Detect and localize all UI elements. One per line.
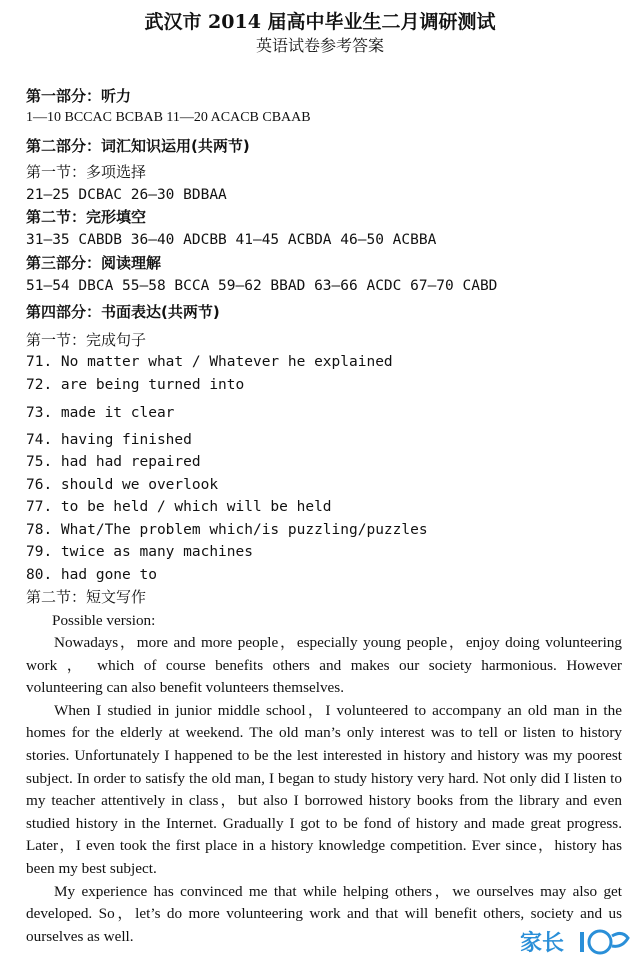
part2-section2-answers: 31—35 CABDB 36—40 ADCBB 41—45 ACBDA 46—50 ACBBA [26, 232, 437, 248]
essay-paragraph: Nowadays，more and more people，especially young people，enjoy doing volunteering work ， which of course benefits others and makes our society harmonious. However volunteering can also benefit volunteers themselves. [26, 634, 622, 697]
essay-paragraph: When I studied in junior middle school，I volunteered to accompany an old man in the homes for the elderly at weekend. The old man’s only interest was to tell or listen to history stories. Unfortunately I happened to be the lest interested in history and history was my poorest subject. In order to satisfy the old man, I began to study history very hard. Not only did I listen to my teacher attentively in class，but also I borrowed history books from the library and even studied history in the Internet. Gradually I got to be fond of history and made great progress. Later，I even took the first place in a history knowledge competition. Ever since，history has been my best subject. [26, 701, 622, 877]
part2-section2-heading: 第二节：完形填空 [26, 208, 147, 226]
essay-body [26, 632, 622, 948]
sentence-answer: 74. having finished [26, 432, 192, 448]
sentence-answer: 76. should we overlook [26, 477, 219, 493]
watermark-logo [516, 922, 636, 962]
part3-answers: 51—54 DBCA 55—58 BCCA 59—62 BBAD 63—66 ACDC 67—70 CABD [26, 278, 498, 294]
part1-answers: 1—10 BCCAC BCBAB 11—20 ACACB CBAAB [26, 110, 311, 125]
sentence-answer: 75. had had repaired [26, 454, 201, 470]
sentence-answer: 79. twice as many machines [26, 544, 253, 560]
part4-section2-heading: 第二节：短文写作 [26, 588, 147, 606]
sentence-answer: 80. had gone to [26, 567, 157, 583]
sentence-answer: 72. are being turned into [26, 377, 245, 393]
part1-heading: 第一部分：听力 [26, 87, 132, 105]
sentence-answer: 77. to be held / which will be held [26, 499, 332, 515]
sentence-answer: 78. What/The problem which/is puzzling/puzzles [26, 522, 428, 538]
part2-section1-heading: 第一节：多项选择 [26, 163, 147, 181]
part3-heading: 第三部分：阅读理解 [26, 254, 162, 272]
part2-heading: 第二部分：词汇知识运用(共两节) [26, 137, 250, 155]
sentence-answer: 73. made it clear [26, 405, 175, 421]
possible-version-label: Possible version: [52, 612, 156, 629]
svg-text:家长: 家长 [520, 931, 565, 956]
essay-paragraph: My experience has convinced me that while helping others，we ourselves may also get developed. So，let’s do more volunteering work and that will benefit others, society and us ourselves as well. [26, 882, 622, 945]
document-subtitle: 英语试卷参考答案 [255, 36, 384, 55]
part4-heading: 第四部分：书面表达(共两节) [26, 303, 220, 321]
sentence-answer: 71. No matter what / Whatever he explained [26, 354, 393, 370]
part4-section1-heading: 第一节：完成句子 [26, 331, 147, 349]
part2-section1-answers: 21—25 DCBAC 26—30 BDBAA [26, 187, 227, 203]
document-title: 武汉市 2014 届高中毕业生二月调研测试 [144, 11, 496, 33]
